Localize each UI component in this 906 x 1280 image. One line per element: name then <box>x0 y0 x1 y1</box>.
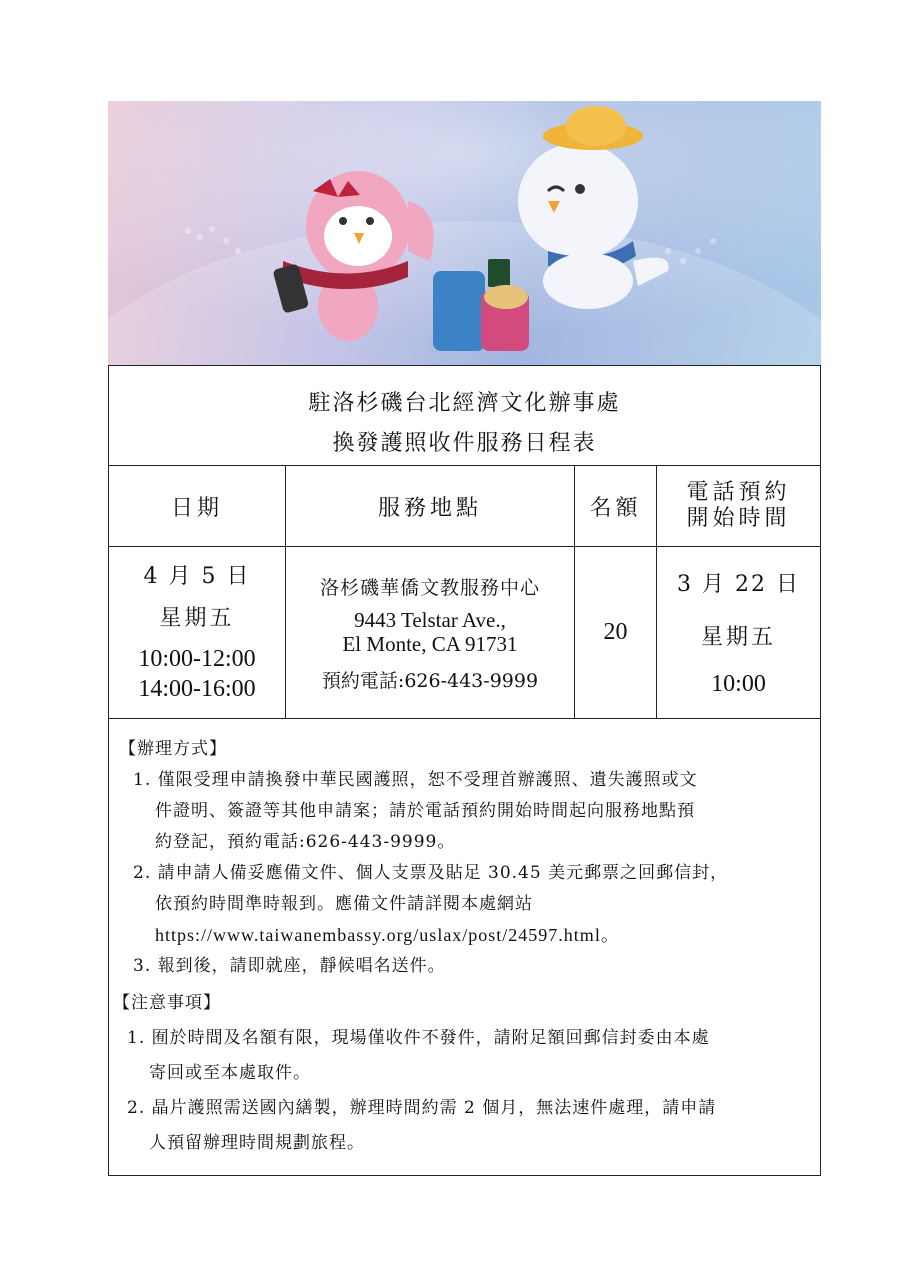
service-weekday: 星期五 <box>159 605 235 631</box>
header-phone-start-line1: 電話預約 <box>686 480 791 505</box>
procedure-heading: 【辦理方式】 <box>119 739 227 759</box>
office-title: 駐洛杉磯台北經濟文化辦事處 <box>308 391 621 416</box>
note-line: 2. 晶片護照需送國內繕製，辦理時間約需 2 個月，無法速件處理，請申請 <box>127 1098 717 1118</box>
divider <box>109 718 820 719</box>
address-line-2: El Monte, CA 91731 <box>342 631 518 656</box>
procedure-item <box>119 765 809 858</box>
quota-value: 20 <box>603 619 628 645</box>
quota-cell <box>575 547 656 718</box>
note-item <box>113 1091 813 1161</box>
notes-section <box>113 986 813 1161</box>
appointment-weekday: 星期五 <box>700 625 776 650</box>
procedure-line: 件證明、簽證等其他申請案；請於電話預約開始時間起向服務地點預 <box>155 801 695 821</box>
appointment-date: 3 月 22 日 <box>677 572 800 597</box>
header-location: 服務地點 <box>377 495 482 521</box>
procedure-line: 1. 僅限受理申請換發中華民國護照，恕不受理首辦護照、遺失護照或文 <box>133 770 698 790</box>
schedule-title: 換發護照收件服務日程表 <box>332 431 597 456</box>
phone-start-cell <box>657 547 820 718</box>
mascot-birds-banner <box>108 101 821 365</box>
header-phone-start <box>657 466 820 546</box>
website-link[interactable]: https://www.taiwanembassy.org/uslax/post/24597.html。 <box>155 925 620 945</box>
notes-heading: 【注意事項】 <box>113 993 221 1013</box>
procedure-line: 約登記，預約電話:626-443-9999。 <box>155 832 456 852</box>
date-cell <box>109 547 285 718</box>
note-line: 人預留辦理時間規劃旅程。 <box>149 1133 365 1153</box>
service-time-1: 10:00-12:00 <box>138 645 256 672</box>
note-line: 寄回或至本處取件。 <box>149 1063 311 1083</box>
note-line: 1. 囿於時間及名額有限，現場僅收件不發件，請附足額回郵信封委由本處 <box>127 1028 710 1048</box>
appointment-phone: 預約電話:626-443-9999 <box>321 669 539 692</box>
note-item <box>113 1021 813 1091</box>
service-date: 4 月 5 日 <box>143 563 251 589</box>
procedure-line: 2. 請申請人備妥應備文件、個人支票及貼足 30.45 美元郵票之回郵信封， <box>133 863 729 883</box>
appointment-time: 10:00 <box>711 671 766 697</box>
schedule-sheet <box>108 365 821 1176</box>
location-name: 洛杉磯華僑文教服務中心 <box>319 576 540 599</box>
service-time-2: 14:00-16:00 <box>138 675 256 702</box>
procedure-section <box>119 734 809 982</box>
banner-illustration <box>108 101 821 365</box>
procedure-line: 依預約時間準時報到。應備文件請詳閱本處網站 <box>155 894 533 914</box>
procedure-line: 3. 報到後，請即就座，靜候唱名送件。 <box>133 956 446 976</box>
location-cell <box>286 547 574 718</box>
header-quota: 名額 <box>589 495 642 521</box>
address-line-1: 9443 Telstar Ave., <box>354 607 506 632</box>
procedure-item <box>119 858 809 951</box>
procedure-item <box>119 951 809 982</box>
header-phone-start-line2: 開始時間 <box>686 506 791 531</box>
header-date: 日期 <box>170 495 223 521</box>
